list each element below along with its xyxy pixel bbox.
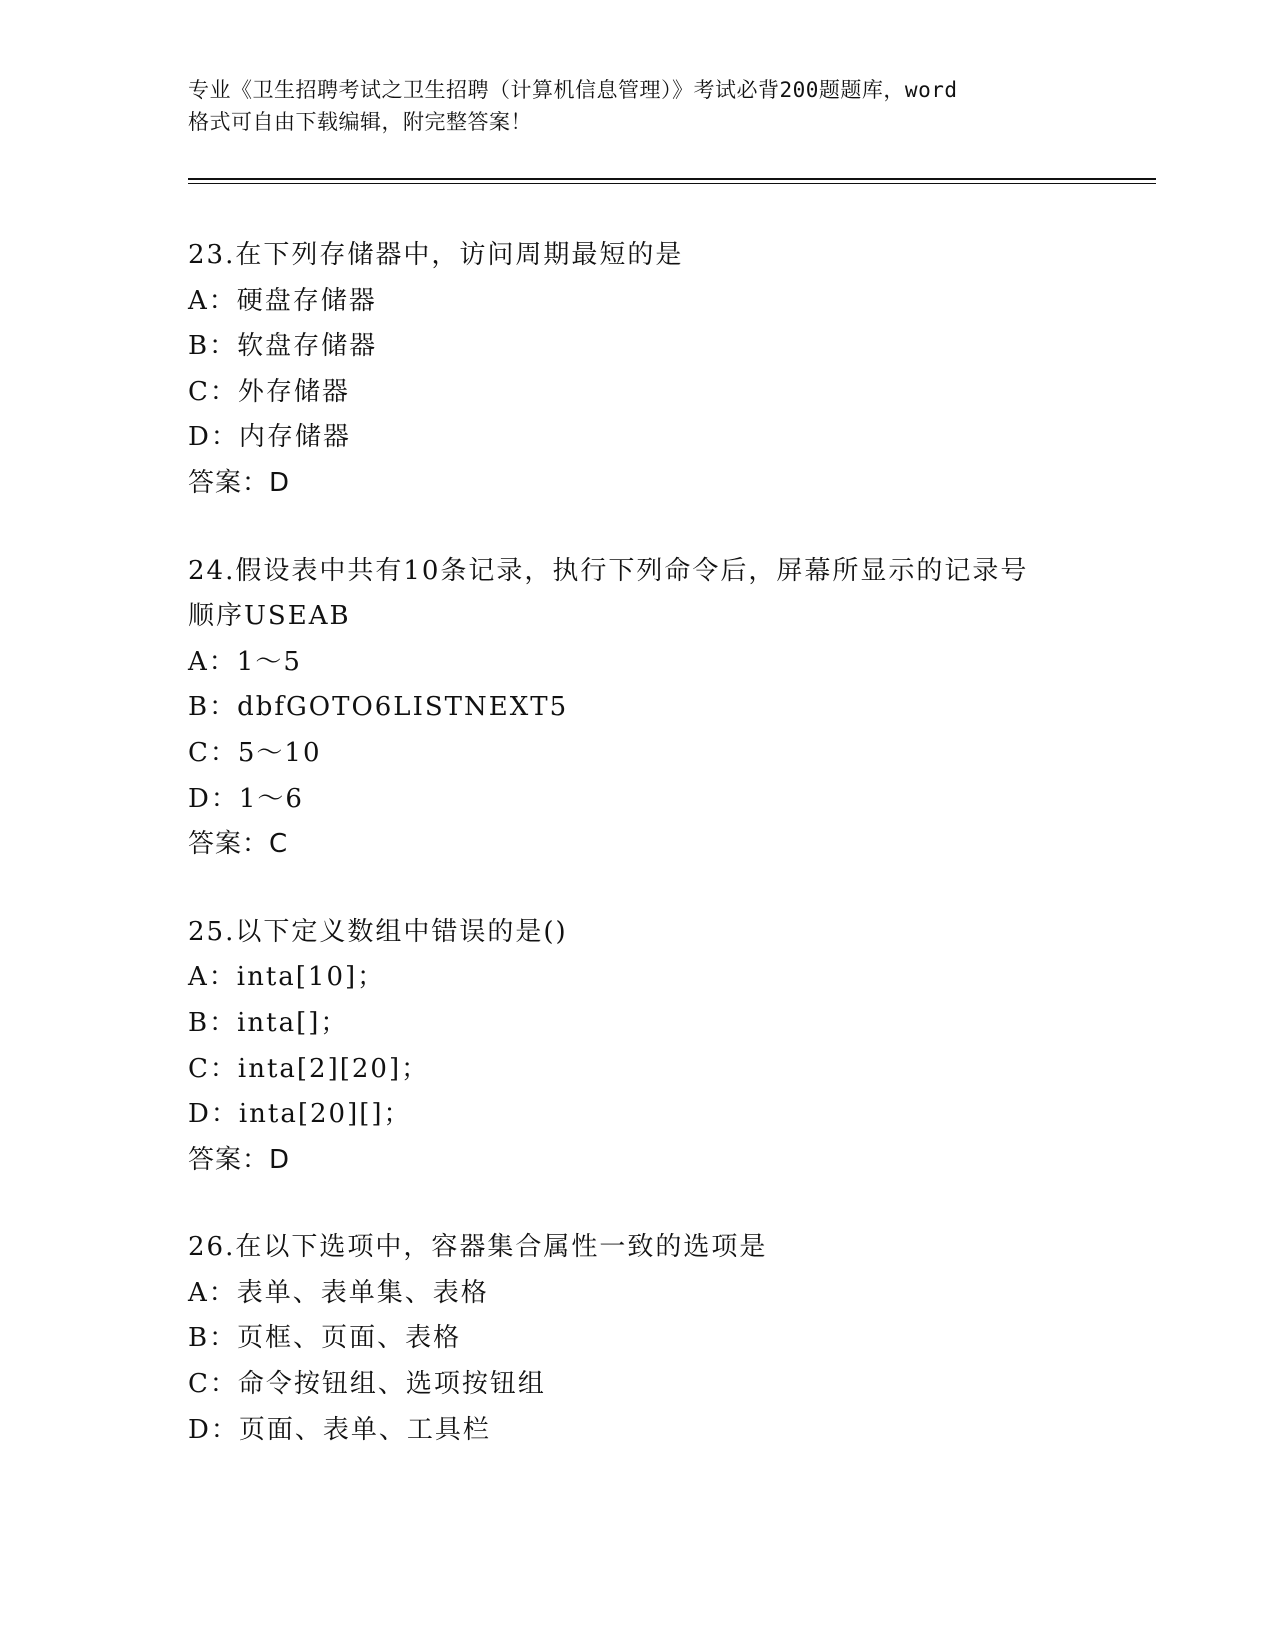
option-b: B：页框、页面、表格 — [188, 1323, 462, 1354]
option-b: B：dbfGOTO6LISTNEXT5 — [188, 692, 569, 723]
question-stem-continued: 顺序USEAB — [188, 601, 351, 632]
question-26 — [188, 1225, 1088, 1453]
header-divider-thick — [188, 178, 1156, 180]
option-c: C：5～10 — [188, 737, 322, 768]
question-stem: 26.在以下选项中，容器集合属性一致的选项是 — [188, 1232, 768, 1263]
option-a: A：inta[10]； — [188, 962, 386, 993]
question-stem: 25.以下定义数组中错误的是() — [188, 916, 568, 947]
question-23 — [188, 233, 1088, 507]
question-stem: 23.在下列存储器中，访问周期最短的是 — [188, 240, 684, 270]
option-a: A：表单、表单集、表格 — [188, 1277, 489, 1308]
question-stem: 24.假设表中共有10条记录，执行下列命令后，屏幕所显示的记录号 — [188, 555, 1029, 586]
answer-line: 答案：C — [188, 829, 289, 860]
header-line-2: 格式可自由下载编辑，附完整答案！ — [188, 110, 532, 134]
question-list — [188, 233, 1088, 1495]
answer-line: 答案：D — [188, 467, 291, 498]
question-24 — [188, 549, 1088, 868]
option-b: B：软盘存储器 — [188, 331, 378, 362]
header-line-1: 专业《卫生招聘考试之卫生招聘（计算机信息管理）》考试必背200题题库，word — [188, 78, 958, 102]
option-d: D：内存储器 — [188, 422, 351, 453]
option-b: B：inta[]； — [188, 1007, 349, 1038]
option-c: C：外存储器 — [188, 376, 350, 407]
option-c: C：inta[2][20]； — [188, 1053, 430, 1084]
option-d: D：页面、表单、工具栏 — [188, 1414, 491, 1445]
document-header — [188, 74, 1088, 138]
answer-line: 答案：D — [188, 1144, 291, 1175]
option-c: C：命令按钮组、选项按钮组 — [188, 1369, 546, 1400]
option-a: A：1～5 — [188, 646, 302, 677]
header-divider-thin — [188, 183, 1156, 184]
option-d: D：inta[20][]； — [188, 1099, 412, 1130]
option-a: A：硬盘存储器 — [188, 285, 377, 316]
option-d: D：1～6 — [188, 783, 304, 814]
question-25 — [188, 910, 1088, 1184]
